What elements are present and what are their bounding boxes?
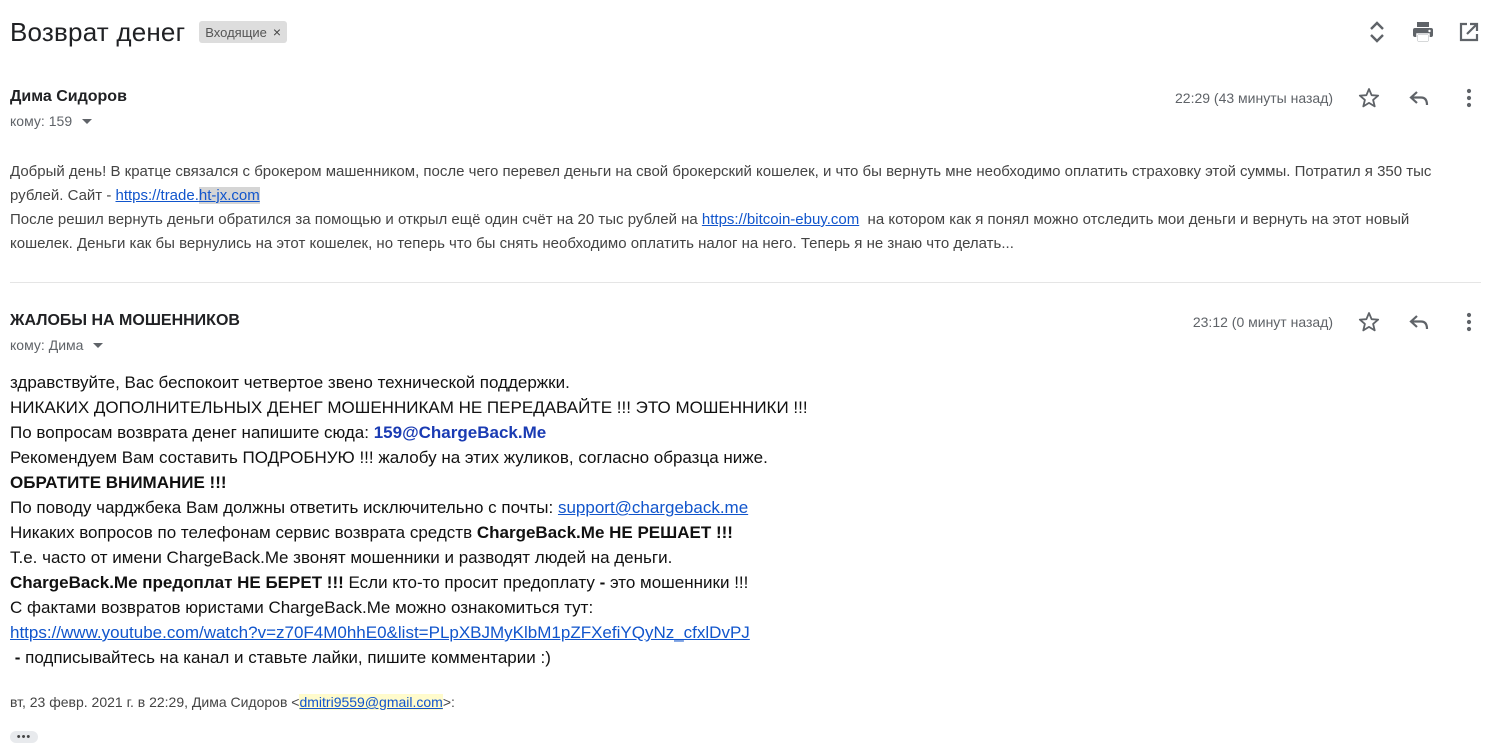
show-trimmed-content-button[interactable]: •••: [10, 731, 38, 743]
inbox-label-chip[interactable]: [199, 21, 287, 43]
body-line: С фактами возвратов юристами ChargeBack.Me можно ознакомиться тут:: [10, 598, 594, 617]
support-email-link[interactable]: support@chargeback.me: [557, 498, 749, 517]
message-header: [10, 82, 1481, 132]
body-text: Если кто-то просит предоплату: [343, 573, 600, 592]
body-line: [10, 620, 1210, 645]
remove-label-button[interactable]: ×: [272, 24, 282, 40]
message-1: [10, 82, 1481, 256]
body-line: Т.е. часто от имени ChargeBack.Me звонят мошенники и разводят людей на деньги.: [10, 548, 673, 567]
reply-icon[interactable]: [1407, 86, 1431, 110]
body-line: здравствуйте, Вас беспокоит четвертое звено технической поддержки.: [10, 373, 570, 392]
sender-name[interactable]: Дима Сидоров: [10, 88, 127, 105]
recipient-line: [10, 337, 103, 353]
recipient-prefix: кому:: [10, 337, 45, 353]
message-divider: [10, 282, 1481, 283]
print-icon[interactable]: [1411, 20, 1435, 44]
body-line-attention: ОБРАТИТЕ ВНИМАНИЕ !!!: [10, 473, 227, 492]
thread-actions: [1365, 14, 1481, 50]
sender-name[interactable]: ЖАЛОБЫ НА МОШЕННИКОВ: [10, 312, 240, 329]
message-body: [10, 370, 1210, 743]
body-line: [10, 420, 1210, 445]
quoted-sender-email[interactable]: dmitri9559@gmail.com: [299, 694, 443, 710]
recipient-line: [10, 113, 92, 129]
body-text-bold: -: [10, 648, 21, 667]
link-part: https://trade.: [115, 187, 199, 204]
chargeback-email[interactable]: 159@ChargeBack.Me: [373, 423, 547, 442]
recipient-prefix: кому:: [10, 113, 45, 129]
body-text: Никаких вопросов по телефонам сервис возврата средств: [10, 523, 477, 542]
body-text: Добрый день! В кратце связался с брокером машенником, после чего перевел деньги на свой брокерский кошелек, и что бы вернуть мне необходимо оплатить страховку этой суммы. Потратил я 350 тыс рублей. Сайт -: [10, 163, 1432, 204]
body-text: После решил вернуть деньги обратился за помощью и открыл ещё один счёт на 20 тыс рублей на: [10, 211, 702, 228]
body-text: По поводу чарджбека Вам должны ответить исключительно с почты:: [10, 498, 558, 517]
star-icon[interactable]: [1357, 310, 1381, 334]
body-paragraph: [10, 208, 1475, 256]
more-vert-icon[interactable]: [1457, 310, 1481, 334]
message-2: [10, 306, 1481, 743]
message-header: [10, 306, 1481, 356]
open-new-window-icon[interactable]: [1457, 20, 1481, 44]
body-text: это мошенники !!!: [605, 573, 749, 592]
body-line: НИКАКИХ ДОПОЛНИТЕЛЬНЫХ ДЕНЕГ МОШЕННИКАМ НЕ ПЕРЕДАВАЙТЕ !!! ЭТО МОШЕННИКИ !!!: [10, 398, 808, 417]
quoted-header: [10, 690, 1210, 715]
star-icon[interactable]: [1357, 86, 1381, 110]
message-meta: [1175, 86, 1481, 110]
body-text-bold: ChargeBack.Me предоплат НЕ БЕРЕТ !!!: [10, 573, 344, 592]
body-line: [10, 570, 1210, 595]
unfold-icon[interactable]: [1365, 20, 1389, 44]
quote-prefix: вт, 23 февр. 2021 г. в 22:29, Дима Сидоров <: [10, 694, 300, 710]
recipient-name: Дима: [48, 337, 84, 353]
trade-site-link[interactable]: [116, 187, 260, 204]
body-text: подписывайтесь на канал и ставьте лайки, пишите комментарии :): [20, 648, 551, 667]
inbox-label-text: Входящие: [205, 24, 267, 40]
link-part-highlighted: ht-jx.com: [198, 187, 260, 204]
message-body: [10, 160, 1475, 256]
message-time: 23:12 (0 минут назад): [1192, 314, 1333, 330]
message-actions: [1357, 86, 1481, 110]
show-details-caret-icon[interactable]: [82, 119, 92, 124]
bitcoin-site-link[interactable]: https://bitcoin-ebuy.com: [701, 211, 860, 228]
body-text-bold: ChargeBack.Me НЕ РЕШАЕТ !!!: [476, 523, 733, 542]
show-details-caret-icon[interactable]: [93, 343, 103, 348]
youtube-link[interactable]: https://www.youtube.com/watch?v=z70F4M0hhE0&list=PLpXBJMyKlbM1pZFXefiYQyNz_cfxlDvPJ: [10, 623, 750, 642]
body-line: [10, 645, 1210, 670]
body-line: Рекомендуем Вам составить ПОДРОБНУЮ !!! жалобу на этих жуликов, согласно образца ниже.: [10, 448, 768, 467]
body-text-bold: -: [599, 573, 606, 592]
more-vert-icon[interactable]: [1457, 86, 1481, 110]
thread-subject: Возврат денег: [10, 16, 186, 47]
reply-icon[interactable]: [1407, 310, 1431, 334]
quote-suffix: >:: [442, 694, 455, 710]
body-line: [10, 520, 1210, 545]
message-meta: [1193, 310, 1481, 334]
thread-header: [10, 14, 1487, 50]
body-text: По вопросам возврата денег напишите сюда:: [10, 423, 374, 442]
body-text: на котором как я понял можно отследить мои деньги и вернуть на этот новый кошелек. Деньги как бы вернулись на этот кошелек, но теперь что бы снять необходимо оплатить налог на него. Теперь я не знаю что делать...: [10, 211, 1414, 252]
body-paragraph: [10, 160, 1475, 208]
message-actions: [1357, 310, 1481, 334]
message-time: 22:29 (43 минуты назад): [1175, 90, 1333, 106]
body-line: [10, 495, 1210, 520]
recipient-name: 159: [48, 113, 73, 129]
